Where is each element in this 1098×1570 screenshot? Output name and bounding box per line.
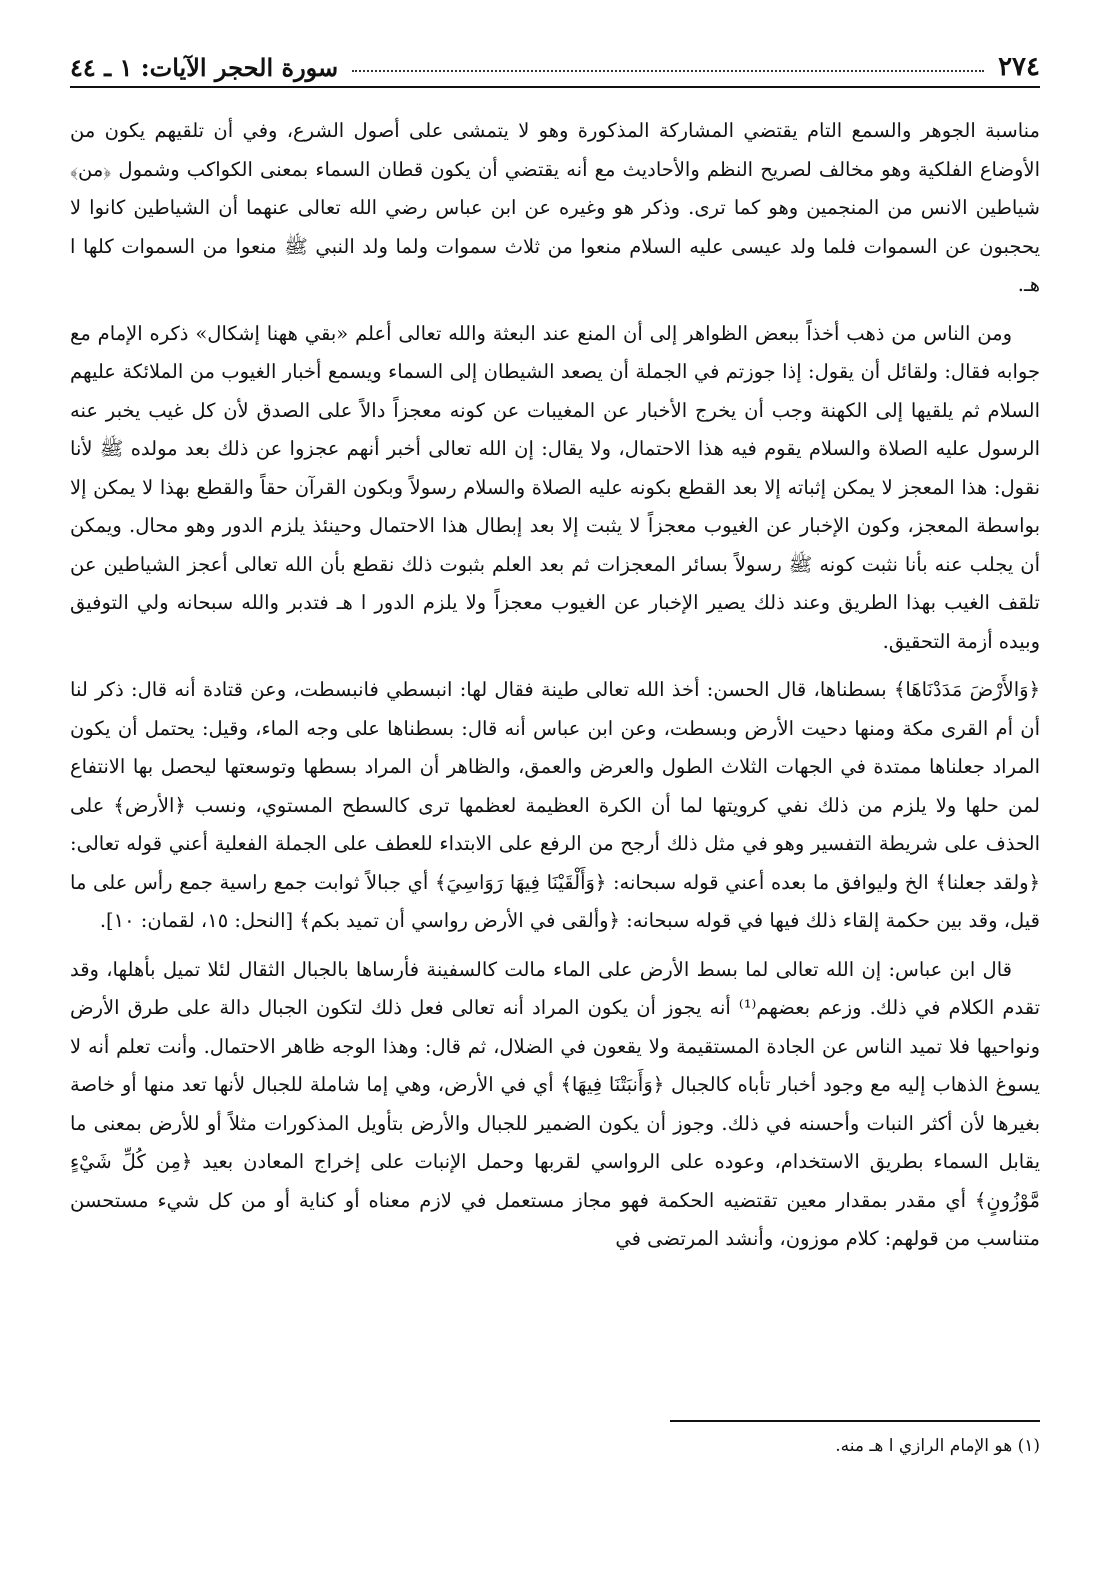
document-page	[70, 40, 1040, 1540]
footnote: (١) هو الإمام الرازي ا هـ منه.	[835, 1436, 1040, 1456]
paragraph: قال ابن عباس: إن الله تعالى لما بسط الأرض على الماء مالت كالسفينة فأرساها بالجبال الثقال لئلا تميل بأهلها، وقد تقدم الكلام في ذلك. وزعم بعضهم⁽¹⁾ أنه يجوز أن يكون المراد أنه تعالى فعل ذلك لتكون الجبال دالة على طرق الأرض ونواحيها فلا تميد الناس عن الجادة المستقيمة ولا يقعون في الضلال، ثم قال: وهذا الوجه ظاهر الاحتمال. وأنت تعلم أنه لا يسوغ الذهاب إليه مع وجود أخبار تأباه كالجبال ﴿وَأَنبَتْنَا فِيهَا﴾ أي في الأرض، وهي إما شاملة للجبال لأنها تعد منها أو خاصة بغيرها لأن أكثر النبات وأحسنه في ذلك. وجوز أن يكون الضمير للجبال والأرض بتأويل المذكورات مثلاً أو للأرض بمعنى ما يقابل السماء بطريق الاستخدام، وعوده على الرواسي لقربها وحمل الإنبات على إخراج المعادن بعيد ﴿مِن كُلِّ شَيْءٍ مَّوْزُونٍ﴾ أي مقدر بمقدار معين تقتضيه الحكمة فهو مجاز مستعمل في لازم معناه أو كناية أو من كل شيء مستحسن متناسب من قولهم: كلام موزون، وأنشد المرتضى في	[70, 957, 1040, 1250]
footnote-separator	[670, 1420, 1040, 1422]
body-text	[70, 112, 1040, 1259]
running-title: سورة الحجر الآيات: ١ ـ ٤٤	[70, 53, 339, 82]
paragraph: ﴿وَالأَرْضَ مَدَدْنَاهَا﴾ بسطناها، قال الحسن: أخذ الله تعالى طينة فقال لها: انبسطي فانبسطت، وعن قتادة أنه قال: ذكر لنا أن أم القرى مكة ومنها دحيت الأرض وبسطت، وعن ابن عباس أنه قال: بسطناها على وجه الماء، وقيل: يحتمل أن يكون المراد جعلناها ممتدة في الجهات الثلاث الطول والعرض والعمق، والظاهر أن المراد بسطها وتوسعتها ليحصل بها الانتفاع لمن حلها ولا يلزم من ذلك نفي كرويتها لما أن الكرة العظيمة لعظمها ترى كالسطح المستوي، ونسب ﴿الأرض﴾ على الحذف على شريطة التفسير وهو في مثل ذلك أرجح من الرفع على الابتداء للعطف على الجملة الفعلية أعني قوله تعالى: ﴿ولقد جعلنا﴾ الخ وليوافق ما بعده أعني قوله سبحانه: ﴿وَأَلْقَيْنَا فِيهَا رَوَاسِيَ﴾ أي جبالاً ثوابت جمع راسية جمع رأس على ما قيل، وقد بين حكمة إلقاء ذلك فيها في قوله سبحانه: ﴿وألقى في الأرض رواسي أن تميد بكم﴾ [النحل: ١٥، لقمان: ١٠].	[70, 678, 1041, 932]
page-header	[70, 40, 1040, 88]
page-number: ٢٧٤	[998, 52, 1040, 82]
paragraph: ومن الناس من ذهب أخذاً ببعض الظواهر إلى أن المنع عند البعثة والله تعالى أعلم «بقي ههنا إشكال» ذكره الإمام مع جوابه فقال: ولقائل أن يقول: إذا جوزتم في الجملة أن يصعد الشيطان إلى السماء ويسمع أخبار الغيوب من الملائكة عليهم السلام ثم يلقيها إلى الكهنة وجب أن يخرج الأخبار عن المغيبات عن كونه معجزاً دالاً على الصدق لأن كل غيب يخبر عنه الرسول عليه الصلاة والسلام يقوم فيه هذا الاحتمال، ولا يقال: إن الله تعالى أخبر أنهم عجزوا عن ذلك بعد مولده ﷺ لأنا نقول: هذا المعجز لا يمكن إثباته إلا بعد القطع بكونه عليه الصلاة والسلام رسولاً وبكون القرآن حقاً والقطع بهذا لا يمكن إلا بواسطة المعجز، وكون الإخبار عن الغيوب معجزاً لا يثبت إلا بعد إبطال هذا الاحتمال وحينئذ يلزم الدور وهو محال. ويمكن أن يجلب عنه بأنا نثبت كونه ﷺ رسولاً بسائر المعجزات ثم بعد العلم بثبوت ذلك نقطع بأن الله تعالى أعجز الشياطين عن تلقف الغيب بهذا الطريق وعند ذلك يصير الإخبار عن الغيوب معجزاً ولا يلزم الدور ا هـ فتدبر والله سبحانه ولي التوفيق وبيده أزمة التحقيق.	[70, 321, 1040, 653]
header-dotted-leader	[352, 70, 984, 72]
paragraph: مناسبة الجوهر والسمع التام يقتضي المشاركة المذكورة وهو لا يتمشى على أصول الشرع، وفي أن تلقيهم يكون من الأوضاع الفلكية وهو مخالف لصريح النظم والأحاديث مع أنه يقتضي أن يكون قطان السماء بمعنى الكواكب وشمول ﴿من﴾ شياطين الانس من المنجمين وهو كما ترى. وذكر هو وغيره عن ابن عباس رضي الله تعالى عنهما أن الشياطين كانوا لا يحجبون عن السموات فلما ولد عيسى عليه السلام منعوا من ثلاث سموات ولما ولد النبي ﷺ منعوا من السموات كلها ا هـ.	[70, 119, 1041, 296]
